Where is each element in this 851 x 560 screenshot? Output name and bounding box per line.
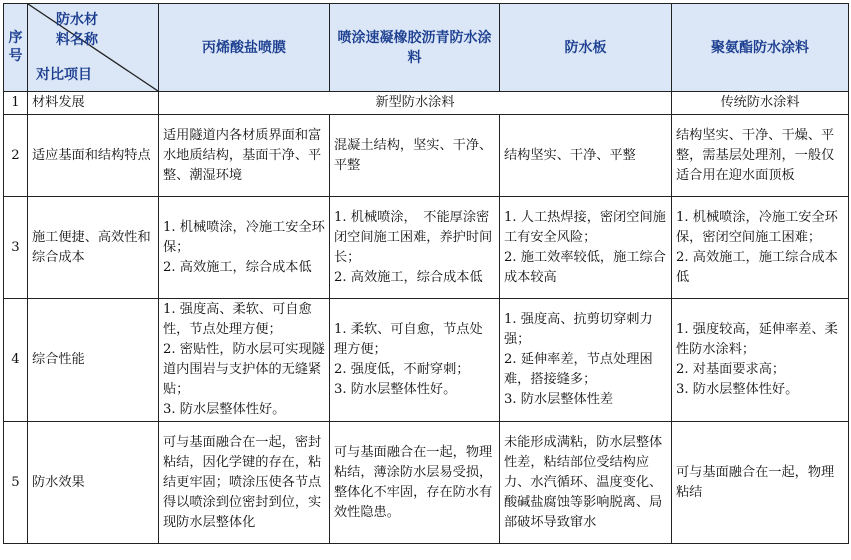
cell-waterproof-board: 1. 强度高、抗剪切穿刺力强； 2. 延伸率差，节点处理困难，搭接缝多； 3. 防水层整体性差	[500, 299, 672, 422]
row-item: 适应基面和结构特点	[28, 115, 159, 197]
seq-header-label: 序号	[8, 30, 23, 64]
cell-rubber-asphalt: 混凝土结构，坚实、干净、平整	[330, 115, 500, 197]
traditional-type-cell: 传统防水涂料	[672, 92, 849, 115]
cell-rubber-asphalt: 1. 机械喷涂， 不能厚涂密闭空间施工困难，养护时间长； 2. 高效施工，综合成本低	[330, 197, 500, 299]
row-item: 施工便捷、高效性和综合成本	[28, 197, 159, 299]
material-name-header: 防水材 料名称	[56, 12, 98, 48]
material-header-polyurethane: 聚氨酯防水涂料	[672, 4, 849, 92]
table-row	[4, 115, 849, 197]
cell-acrylate: 1. 强度高、柔软、可自愈性，节点处理方便； 2. 密贴性，防水层可实现隧道内围岩与支护体的无缝紧贴； 3. 防水层整体性好。	[159, 299, 330, 422]
cell-waterproof-board: 1. 人工热焊接，密闭空间施工有安全风险； 2. 施工效率较低，施工综合成本较高	[500, 197, 672, 299]
cell-waterproof-board: 结构坚实、干净、平整	[500, 115, 672, 197]
row-item: 材料发展	[28, 92, 159, 115]
cell-waterproof-board: 未能形成满粘，防水层整体性差，粘结部位受结构应力、水汽循环、温度变化、酸碱盐腐蚀等影响脱离、局部破坏导致窜水	[500, 422, 672, 544]
cell-acrylate: 可与基面融合在一起，密封粘结，因化学键的存在，粘结更牢固；喷涂压使各节点得以喷涂到位密封到位，实现防水层整体化	[159, 422, 330, 544]
cell-polyurethane: 可与基面融合在一起，物理粘结	[672, 422, 849, 544]
row-number: 1	[4, 92, 28, 115]
seq-header	[4, 4, 28, 92]
cell-polyurethane: 1. 强度较高，延伸率差、柔性防水涂料； 2. 对基面要求高； 3. 防水层整体性好。	[672, 299, 849, 422]
row-number: 4	[4, 299, 28, 422]
waterproof-material-comparison-table	[3, 3, 849, 544]
table-row	[4, 422, 849, 544]
table-row	[4, 92, 849, 115]
cell-polyurethane: 结构坚实、干净、干燥、平整，需基层处理剂，一般仅适合用在迎水面顶板	[672, 115, 849, 197]
cell-polyurethane: 1. 机械喷涂，冷施工安全环保，密闭空间施工困难； 2. 高效施工，施工综合成本低	[672, 197, 849, 299]
cell-acrylate: 1. 机械喷涂，冷施工安全环保； 2. 高效施工，综合成本低	[159, 197, 330, 299]
table-row	[4, 299, 849, 422]
row-number: 2	[4, 115, 28, 197]
row-number: 5	[4, 422, 28, 544]
new-type-cell: 新型防水涂料	[159, 92, 672, 115]
row-number: 3	[4, 197, 28, 299]
material-header-acrylate: 丙烯酸盐喷膜	[159, 4, 330, 92]
cell-acrylate: 适用隧道内各材质界面和富水地质结构，基面干净、平整、潮湿环境	[159, 115, 330, 197]
cell-rubber-asphalt: 1. 柔软、可自愈，节点处理方便； 2. 强度低，不耐穿刺； 3. 防水层整体性好。	[330, 299, 500, 422]
header-row	[4, 4, 849, 92]
cell-rubber-asphalt: 可与基面融合在一起，物理粘结，薄涂防水层易受损，整体化不牢固，存在防水有效性隐患。	[330, 422, 500, 544]
table-row	[4, 197, 849, 299]
material-header-rubber-asphalt: 喷涂速凝橡胶沥青防水涂料	[330, 4, 500, 92]
row-item: 综合性能	[28, 299, 159, 422]
diagonal-header-cell	[28, 4, 159, 92]
material-header-waterproof-board: 防水板	[500, 4, 672, 92]
comparison-item-header: 对比项目	[36, 67, 92, 83]
row-item: 防水效果	[28, 422, 159, 544]
